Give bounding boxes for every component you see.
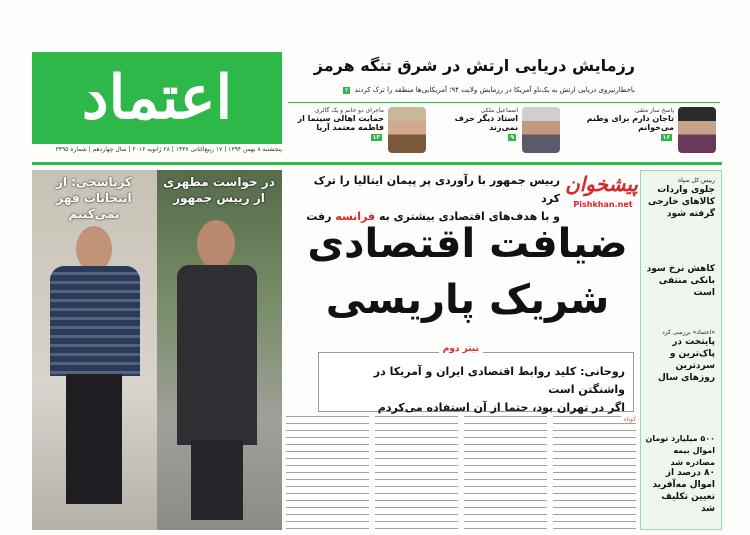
sidebar-headline: ۵۰۰ میلیارد تومان اموال بیمه مصادره شد xyxy=(645,434,715,467)
photo-motahari xyxy=(157,170,282,530)
main-headline-line: شریک پاریسی xyxy=(325,277,610,323)
sidebar-headline: جلوی واردات کالاهای خارجی گرفته شود xyxy=(648,185,715,219)
lead-surtitle-line: رییس جمهور با رآوردی پر پیمان ایتالیا را ترک کرد xyxy=(313,174,560,205)
sidebar-story xyxy=(645,433,715,469)
photo-caption: کرباسچی: از انتخابات قهر نمی‌کنیم xyxy=(55,175,133,221)
person-legs xyxy=(191,440,243,520)
teaser-title: استاد دیگر حرف نمی‌زند xyxy=(454,114,518,132)
page-badge: ۹ xyxy=(510,134,514,141)
text-column xyxy=(286,416,369,531)
news-sidebar xyxy=(640,170,722,530)
teaser-photo xyxy=(388,107,426,153)
body-text-columns xyxy=(286,416,636,531)
pishkhan-logo: پیشخوان xyxy=(565,172,638,196)
page-badge: ۲ xyxy=(345,87,349,94)
teaser-kicker: پاسخ ساز مثقی xyxy=(634,107,674,114)
lead-surtitle-text: رفت xyxy=(306,210,332,223)
teaser-title: تاجان دارم برای وطنم می‌خوانم xyxy=(586,114,674,132)
teaser-item xyxy=(290,107,384,159)
sidebar-story xyxy=(645,467,715,515)
divider-line xyxy=(32,162,722,165)
sidebar-kicker: «اعتماد» بررسی کرد xyxy=(662,329,715,336)
sidebar-story xyxy=(645,263,715,299)
page-badge: ۱۳ xyxy=(372,134,380,141)
box-label: تیتر دوم xyxy=(439,344,483,354)
teaser-item xyxy=(448,107,518,159)
newspaper-logo: اعتماد xyxy=(81,63,233,133)
sidebar-headline: کاهش نرخ سود بانکی منتفی است xyxy=(646,264,715,298)
sidebar-headline: پایتخت در پاک‌ترین و سردترین روزهای سال xyxy=(658,337,715,383)
sidebar-headline: ۸۰ درصد از اموال مه‌آفرید تعیین تکلیف شد xyxy=(652,468,715,514)
box-line: اگر در تهران بود، حتما از آن استفاده می‌کردم xyxy=(377,401,625,414)
teaser-kicker: ماجرای دو خانم و یک گالری xyxy=(314,107,384,114)
sidebar-story xyxy=(645,329,715,384)
column-lead: کوتاه xyxy=(623,416,636,423)
page-badge: ۱۶ xyxy=(662,134,670,141)
text-column xyxy=(375,416,458,531)
text-column xyxy=(464,416,547,531)
teaser-row xyxy=(288,102,720,162)
text-column xyxy=(553,416,636,531)
teaser-title: حمایت اهالی سینما از فاطمه معتمد آریا xyxy=(297,114,384,132)
teaser-photo xyxy=(678,107,716,153)
lead-surtitle-text: و با هدف‌های اقتصادی بیشتری به xyxy=(378,210,560,223)
top-subheadline xyxy=(330,86,635,94)
teaser-photo xyxy=(522,107,560,153)
lead-surtitle-highlight: فرانسه xyxy=(335,210,376,223)
person-body xyxy=(50,266,140,376)
person-legs xyxy=(66,374,122,504)
teaser-kicker: اسماعیل ملکی xyxy=(480,107,518,114)
dateline: پنجشنبه ۸ بهمن ۱۳۹۴ | ۱۷ ربیع‌الثانی ۱۴۳۷ | ۲۸ ژانویه ۲۰۱۶ | سال چهاردهم | شماره ۳۴۹۵ xyxy=(55,146,282,153)
box-line: روحانی: کلید روابط اقتصادی ایران و آمریکا در واشنگتن است xyxy=(373,365,625,396)
masthead xyxy=(32,52,282,144)
sidebar-kicker: رییس کل سپاه xyxy=(677,177,715,184)
main-headline xyxy=(300,216,635,328)
box-text xyxy=(325,363,625,417)
person-head xyxy=(197,220,235,268)
top-headline: رزمایش دریایی ارتش در شرق تنگه هرمز xyxy=(313,56,635,75)
teaser-item xyxy=(582,107,674,159)
sidebar-story xyxy=(645,177,715,220)
photo-karbaschi xyxy=(32,170,157,530)
person-body xyxy=(177,265,257,445)
second-headline-box xyxy=(318,344,634,414)
main-headline-line: ضیافت اقتصادی xyxy=(307,221,628,267)
pishkhan-url: Pishkhan.net xyxy=(573,200,633,209)
top-subheadline-text: با‌خطار‌نیروی دریایی ارتش به یک‌ناو آمریکا در رزمایش ولایت ۹۴؛ آمریکایی‌ها منطقه را ترک کردند xyxy=(354,86,635,94)
photo-caption: در خواست مطهری از رییس جمهور xyxy=(163,175,275,205)
